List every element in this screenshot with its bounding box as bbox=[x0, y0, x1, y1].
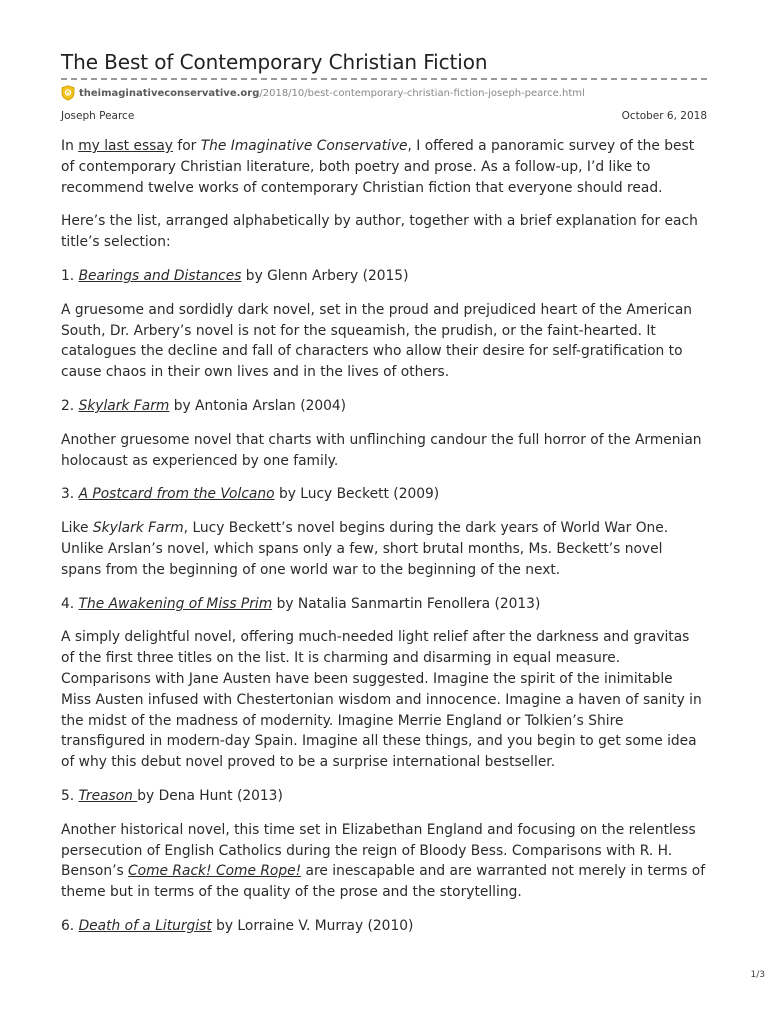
intro-text: , I offered a panoramic survey of the best of contemporary Christian literature, both poetry and prose. As a follow-up, I’d like to recommend twelve works of contemporary Christian fiction that everyone should read. bbox=[61, 138, 695, 196]
description-text: Like bbox=[61, 520, 93, 537]
intro-text: In bbox=[61, 138, 79, 154]
item-byline: by Dena Hunt (2013) bbox=[137, 787, 283, 804]
book-title-link[interactable]: Skylark Farm bbox=[78, 397, 170, 414]
item-description bbox=[61, 518, 707, 580]
item-number: 5. bbox=[61, 787, 79, 804]
list-intro-paragraph: Here’s the list, arranged alphabetically by author, together with a brief explanation for each title’s selection: bbox=[61, 213, 698, 251]
list-item-heading bbox=[61, 786, 707, 807]
description-text: are inescapable and are warranted not merely in terms of theme but in terms of the quality of the prose and the storytelling. bbox=[61, 863, 706, 901]
item-description: A simply delightful novel, offering much-needed light relief after the darkness and gravitas of the first three titles on the list. It is charming and disarming in equal measure. Comparisons with Jane Austen have been suggested. Imagine the spirit of the inimitable Miss Austen infused with Chestertonian wisdom and innocence. Imagine a haven of sanity in the midst of the madness of modernity. Imagine Merrie England or Tolkien’s Shire transfigured in modern-day Spain. Imagine all these things, and you begin to get some idea of why this debut novel proved to be a surprise international bestseller. bbox=[61, 629, 702, 771]
list-item-heading bbox=[61, 396, 707, 417]
last-essay-link[interactable]: my last essay bbox=[78, 138, 173, 154]
article-meta bbox=[61, 110, 707, 122]
book-title-link[interactable]: A Postcard from the Volcano bbox=[78, 486, 275, 503]
book-title-italic: Skylark Farm bbox=[92, 520, 184, 537]
article-body bbox=[61, 136, 707, 937]
list-item-heading bbox=[61, 916, 707, 937]
intro-paragraph bbox=[61, 136, 707, 198]
author: Joseph Pearce bbox=[61, 110, 135, 122]
description-text: Another historical novel, this time set in Elizabethan England and focusing on the relentless persecution of English Catholics during the reign of Bloody Bess. Comparisons with R. H. Benson’s bbox=[61, 821, 696, 880]
book-title-link[interactable]: Bearings and Distances bbox=[78, 267, 242, 284]
item-byline: by Glenn Arbery (2015) bbox=[241, 267, 409, 284]
page-title: The Best of Contemporary Christian Fiction bbox=[61, 50, 488, 74]
item-byline: by Antonia Arslan (2004) bbox=[169, 397, 347, 414]
title-divider bbox=[61, 78, 707, 80]
referenced-book-link[interactable]: Come Rack! Come Rope! bbox=[128, 863, 302, 880]
list-item-heading bbox=[61, 484, 707, 505]
article-page bbox=[61, 48, 707, 950]
list-item-heading bbox=[61, 266, 707, 287]
shield-icon bbox=[61, 85, 75, 101]
page-number: 1/3 bbox=[750, 970, 765, 980]
item-description bbox=[61, 820, 707, 903]
item-byline: by Lorraine V. Murray (2010) bbox=[211, 917, 414, 934]
item-number: 6. bbox=[61, 917, 79, 934]
source-domain[interactable]: theimaginativeconservative.org bbox=[79, 87, 260, 99]
list-item-heading bbox=[61, 594, 707, 615]
description-text: , Lucy Beckett’s novel begins during the dark years of World War One. Unlike Arslan’s novel, which spans only a few, short brutal months, Ms. Beckett’s novel spans from the beginning of one world war to the beginning of the next. bbox=[61, 520, 669, 578]
book-title-link[interactable]: The Awakening of Miss Prim bbox=[78, 595, 273, 612]
source-url[interactable] bbox=[61, 84, 707, 102]
item-byline: by Natalia Sanmartin Fenollera (2013) bbox=[272, 595, 541, 612]
intro-text: for bbox=[172, 138, 201, 154]
book-title-link[interactable]: Death of a Liturgist bbox=[78, 917, 212, 934]
book-title-link[interactable]: Treason bbox=[78, 787, 138, 804]
item-description: A gruesome and sordidly dark novel, set in the proud and prejudiced heart of the American South, Dr. Arbery’s novel is not for the squeamish, the prudish, or the faint-hearted. It catalogues the decline and fall of characters who allow their desire for self-gratification to cause chaos in their own lives and in the lives of others. bbox=[61, 301, 693, 381]
item-byline: by Lucy Beckett (2009) bbox=[274, 486, 440, 503]
source-path[interactable]: /2018/10/best-contemporary-christian-fiction-joseph-pearce.html bbox=[259, 87, 585, 99]
item-number: 4. bbox=[61, 595, 79, 612]
item-number: 2. bbox=[61, 397, 79, 414]
item-number: 3. bbox=[61, 486, 79, 503]
publication-name: The Imaginative Conservative bbox=[200, 138, 408, 154]
publish-date: October 6, 2018 bbox=[621, 110, 707, 122]
item-number: 1. bbox=[61, 267, 79, 284]
item-description: Another gruesome novel that charts with unflinching candour the full horror of the Armenian holocaust as experienced by one family. bbox=[61, 431, 702, 469]
